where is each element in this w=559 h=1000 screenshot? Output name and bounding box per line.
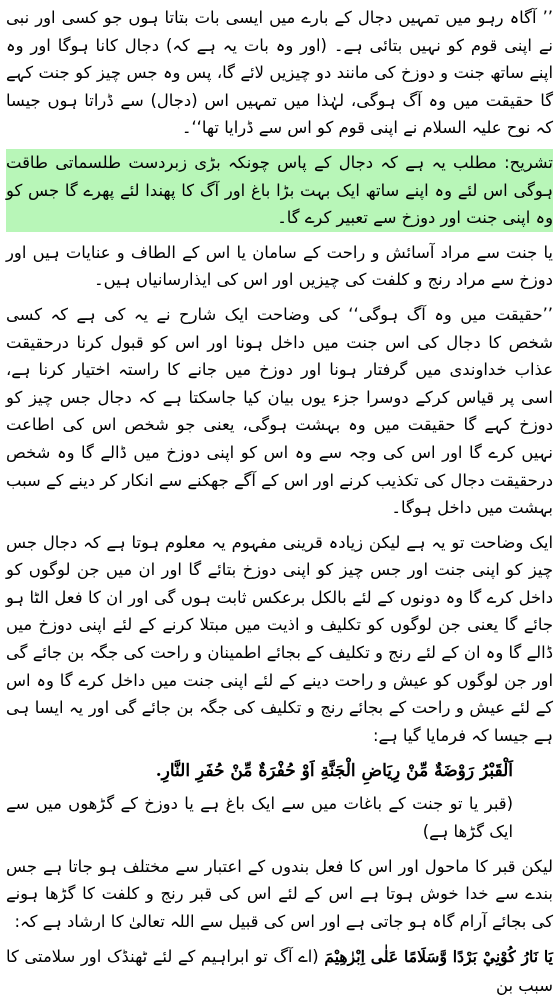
commentary-paragraph: ’’حقیقت میں وہ آگ ہوگی‘‘ کی وضاحت ایک شارح نے یہ کی ہے کہ کسی شخص کا دجال کی اس جنت میں داخل ہونا اور اس کو قبول کرنا درحقیقت عذاب خداوندی میں گرفتار ہونا اور دوزخ میں جانے کا راستہ اختیار کرنا ہے، اسی پر قیاس کرکے دوسرا جزء یوں بیان کیا جاسکتا ہے کہ دجال جس چیز کو دوزخ کہے گا حقیقت میں وہ بہشت ہوگی، یعنی جو شخص اس کی اطاعت نہیں کرے گا اور اس کی وجہ سے وہ اس کو اپنی دوزخ میں ڈالے گا وہ شخص درحقیقت دجال کی تکذیب کرنے اور اس کے آگے جھکنے سے انکار کر دینے کے سبب بہشت میں داخل ہوگا۔ xyxy=(6,304,553,518)
second-explanation-paragraph: ایک وضاحت تو یہ ہے لیکن زیادہ قرینی مفہوم یہ معلوم ہوتا ہے کہ دجال جس چیز کو اپنی جنت اور جس چیز کو اپنی دوزخ بتائے گا اور ان میں جن لوگوں کو داخل کرے گا وہ دونوں کے لئے بالکل برعکس ثابت ہوں گی اور ان کا فعل الٹا ہو جائے گا یعنی جن لوگوں کو تکلیف و اذیت میں مبتلا کرنے کے لئے اپنی دوزخ میں ڈالے گا وہ ان کے لئے رنج و تکلیف کے بجائے اطمینان و راحت کی جگہ بن جائے گی اور جن لوگوں کو عیش و راحت دینے کے لئے اپنی جنت میں داخل کرے گا وہ اس کے لئے عیش و راحت کے بجائے رنج و تکلیف کی جگہ بن جائے گی اور یہ ایسا ہی ہے جیسا کہ فرمایا گیا ہے: xyxy=(6,532,553,745)
arabic-hadith-quote: اَلْقَبْرُ رَوْضَةٌ مِّنْ رِيَاضِ الْجَنَّةِ اَوْ حُفْرَةٌ مِّنْ حُفَرِ النَّارِ. xyxy=(155,761,513,782)
arabic-quote-translation: (قبر یا تو جنت کے باغات میں سے ایک باغ ہے یا دوزخ کے گڑھوں میں سے ایک گڑھا ہے) xyxy=(6,794,513,842)
final-arabic-verse: يَا نَارُ كُوْنِيْ بَرْدًا وَّسَلَامًا عَلٰى اِبْرٰهِيْمَ xyxy=(324,947,553,967)
final-verse-translation: (اے آگ تو ابراہیم کے لئے ٹھنڈک اور سلامتی کا سبب بن xyxy=(6,947,553,996)
final-verse-line xyxy=(6,942,553,1000)
hadith-quote-paragraph: ’’ آگاہ رہو میں تمہیں دجال کے بارے میں ایسی بات بتاتا ہوں جو کسی اور نبی نے اپنی قوم کو نہیں بتائی ہے۔ (اور وہ بات یہ ہے کہ) دجال کانا ہوگا اور وہ اپنے ساتھ جنت و دوزخ کی مانند دو چیزیں لائے گا، پس وہ جس چیز کو جنت کہے گا حقیقت میں وہ آگ ہوگی، لہٰذا میں تمہیں اس (دجال) سے ڈراتا ہوں جیسا کہ نوح علیہ السلام نے اپنی قوم کو اس سے ڈرایا تھا‘‘۔ xyxy=(6,8,553,138)
closing-paragraph: لیکن قبر کا ماحول اور اس کا فعل بندوں کے اعتبار سے مختلف ہو جاتا ہے جس بندے سے خدا خوش ہوتا ہے اس کے لئے اس کی قبر رنج و کلفت کا گڑھا ہونے کی بجائے آرام گاہ ہو جاتی ہے اور اس کی قبیل سے اللہ تعالیٰ کا ارشاد ہے کہ: xyxy=(6,856,553,931)
alternate-meaning-paragraph: یا جنت سے مراد آسائش و راحت کے سامان یا اس کے الطاف و عنایات ہیں اور دوزخ سے مراد رنج و کلفت کی چیزیں اور اس کی ایذارسانیاں ہیں۔ xyxy=(6,242,553,290)
explanation-paragraph: تشریح: مطلب یہ ہے کہ دجال کے پاس چونکہ بڑی زبردست طلسماتی طاقت ہوگی اس لئے وہ اپنے ساتھ ایک بہت بڑا باغ اور آگ کا پھندا لئے پھرے گا جس کو وہ اپنی جنت اور دوزخ سے تعبیر کرے گا۔ xyxy=(6,149,553,232)
